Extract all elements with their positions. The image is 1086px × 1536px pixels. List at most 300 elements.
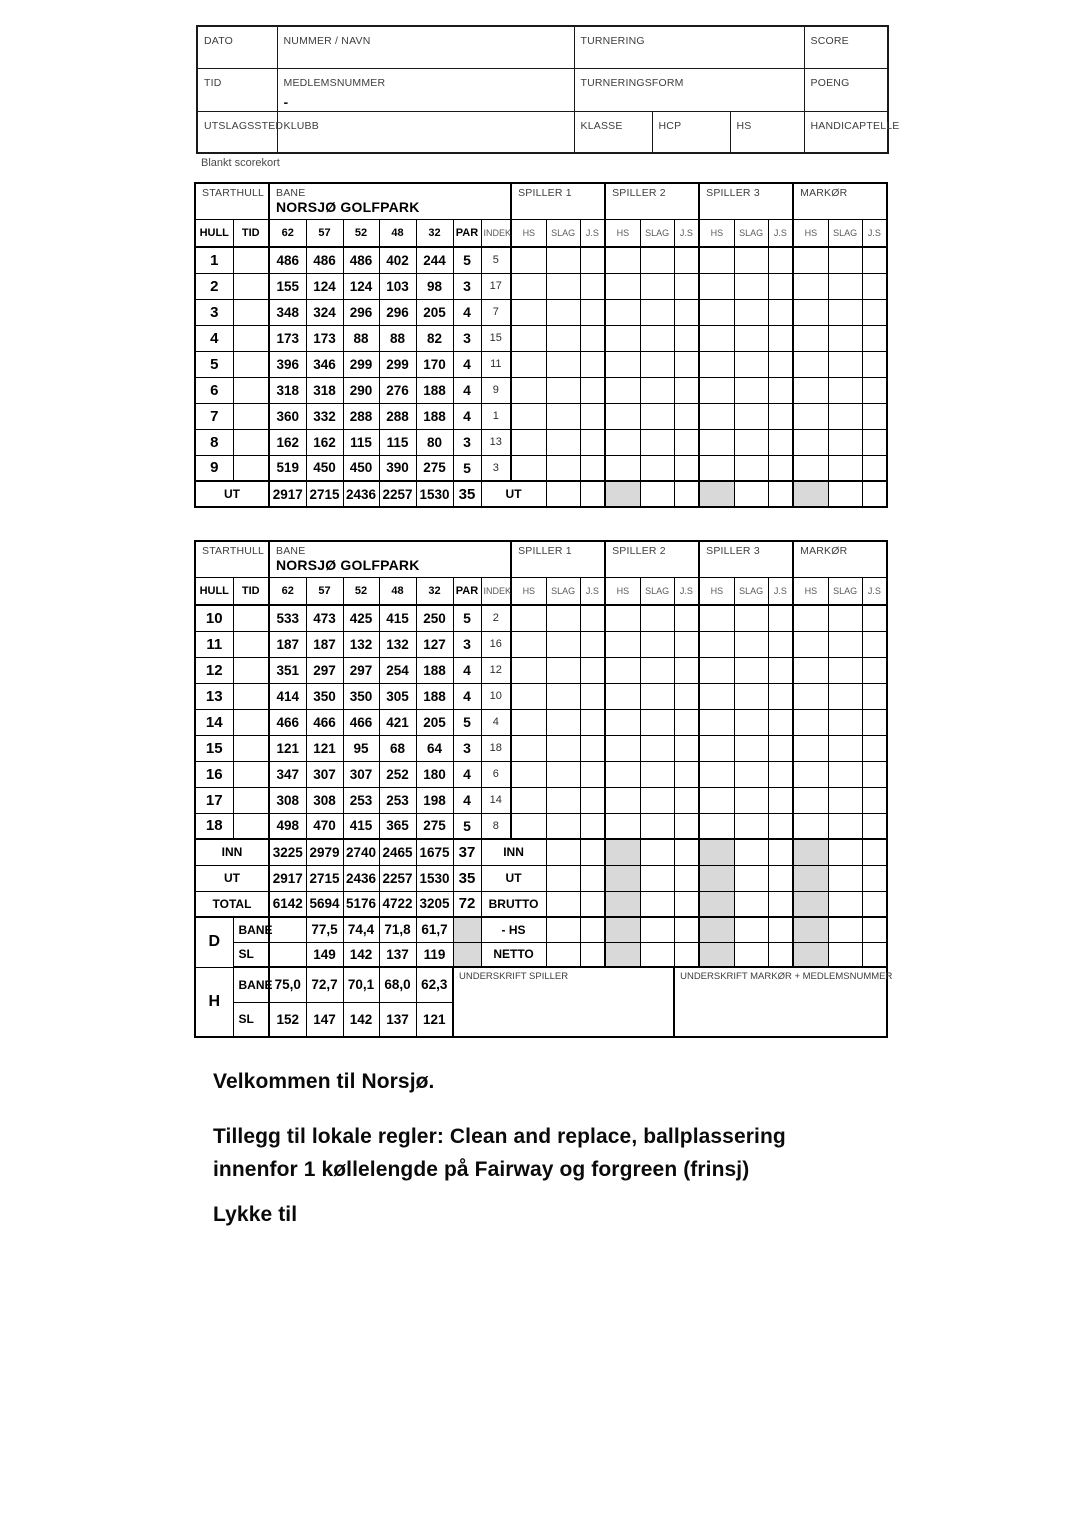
shaded-hs-cell xyxy=(699,839,734,865)
tee-length-value: 318 xyxy=(306,377,343,403)
score-entry-cell xyxy=(546,683,580,709)
shaded-hs-cell xyxy=(699,942,734,967)
tee-col-header: 62 xyxy=(269,577,306,605)
tee-length-value: 95 xyxy=(343,735,379,761)
tid-entry-cell xyxy=(233,299,269,325)
score-entry-cell xyxy=(674,429,699,455)
score-entry-cell xyxy=(793,683,828,709)
tee-length-value: 253 xyxy=(379,787,416,813)
local-rules-line2: innenfor 1 køllelengde på Fairway og forgreen (frinsj) xyxy=(213,1158,750,1181)
score-entry-cell xyxy=(580,299,605,325)
player-col-header: SLAG xyxy=(640,577,674,605)
player-section-header: SPILLER 2 xyxy=(605,183,699,219)
score-entry-cell xyxy=(768,377,793,403)
shaded-hs-cell xyxy=(793,481,828,507)
score-entry-cell xyxy=(768,325,793,351)
score-entry-cell xyxy=(640,709,674,735)
tee-length-value: 244 xyxy=(416,247,453,273)
score-entry-cell xyxy=(734,325,768,351)
summary-row-label-right: INN xyxy=(481,839,546,865)
score-entry-cell xyxy=(640,683,674,709)
par-value: 4 xyxy=(453,787,481,813)
tid-entry-cell xyxy=(233,325,269,351)
par-value: 4 xyxy=(453,299,481,325)
rating-row-label: BANE xyxy=(233,967,269,1002)
bane-header xyxy=(269,183,511,219)
score-entry-cell xyxy=(546,709,580,735)
score-entry-cell xyxy=(580,761,605,787)
tee-length-value: 350 xyxy=(343,683,379,709)
tee-length-value: 288 xyxy=(379,403,416,429)
score-entry-cell xyxy=(793,455,828,481)
tee-length-value: 98 xyxy=(416,273,453,299)
rating-value: 77,5 xyxy=(306,917,343,942)
rating-value xyxy=(269,942,306,967)
summary-length-value: 2979 xyxy=(306,839,343,865)
par-value: 3 xyxy=(453,325,481,351)
klubb-cell xyxy=(277,111,574,153)
hcp-label: HCP xyxy=(658,119,682,132)
hole-number: 7 xyxy=(195,403,233,429)
tid-entry-cell xyxy=(233,761,269,787)
tee-length-value: 351 xyxy=(269,657,306,683)
score-entry-cell xyxy=(862,761,887,787)
score-entry-cell xyxy=(793,735,828,761)
handicaptelle-label: HANDICAPTELLE xyxy=(810,119,900,132)
par-value: 4 xyxy=(453,657,481,683)
tee-length-value: 346 xyxy=(306,351,343,377)
medlemsnummer-dash: - xyxy=(283,93,289,110)
score-entry-cell xyxy=(862,273,887,299)
tee-length-value: 173 xyxy=(306,325,343,351)
player-col-header: SLAG xyxy=(546,577,580,605)
tee-length-value: 318 xyxy=(269,377,306,403)
score-entry-cell xyxy=(605,761,640,787)
summary-length-value: 2436 xyxy=(343,481,379,507)
score-entry-cell xyxy=(699,631,734,657)
local-rules-line1: Tillegg til lokale regler: Clean and replace, ballplassering xyxy=(213,1125,786,1148)
summary-par-value: 72 xyxy=(453,891,481,917)
score-label: SCORE xyxy=(810,35,849,47)
hs-label: HS xyxy=(736,119,752,132)
rating-value: 137 xyxy=(379,1002,416,1037)
score-entry-cell xyxy=(605,813,640,839)
tee-length-value: 402 xyxy=(379,247,416,273)
index-value: 11 xyxy=(481,351,511,377)
score-entry-cell xyxy=(605,657,640,683)
tee-length-value: 348 xyxy=(269,299,306,325)
signature-spiller-box: UNDERSKRIFT SPILLER xyxy=(453,967,674,1037)
score-entry-cell xyxy=(674,481,699,507)
tee-length-value: 187 xyxy=(269,631,306,657)
score-entry-cell xyxy=(546,481,580,507)
tee-length-value: 132 xyxy=(343,631,379,657)
tee-length-value: 88 xyxy=(379,325,416,351)
tee-length-value: 486 xyxy=(269,247,306,273)
tee-length-value: 180 xyxy=(416,761,453,787)
score-entry-cell xyxy=(546,247,580,273)
shaded-hs-cell xyxy=(793,942,828,967)
score-entry-cell xyxy=(580,839,605,865)
score-entry-cell xyxy=(674,403,699,429)
score-entry-cell xyxy=(640,273,674,299)
player-col-header: HS xyxy=(511,577,546,605)
score-entry-cell xyxy=(699,735,734,761)
tee-length-value: 275 xyxy=(416,813,453,839)
tee-length-value: 296 xyxy=(343,299,379,325)
score-entry-cell xyxy=(580,351,605,377)
tee-length-value: 115 xyxy=(343,429,379,455)
hole-number: 10 xyxy=(195,605,233,631)
summary-length-value: 3205 xyxy=(416,891,453,917)
summary-length-value: 1530 xyxy=(416,865,453,891)
score-entry-cell xyxy=(734,605,768,631)
tee-length-value: 82 xyxy=(416,325,453,351)
rating-value: 142 xyxy=(343,942,379,967)
tee-length-value: 275 xyxy=(416,455,453,481)
tee-length-value: 473 xyxy=(306,605,343,631)
shaded-hs-cell xyxy=(605,891,640,917)
indek-col-header: INDEK xyxy=(481,219,511,247)
score-entry-cell xyxy=(768,787,793,813)
score-entry-cell xyxy=(580,455,605,481)
player-section-header: SPILLER 1 xyxy=(511,541,605,577)
tee-length-value: 64 xyxy=(416,735,453,761)
par-value: 3 xyxy=(453,631,481,657)
tee-length-value: 121 xyxy=(306,735,343,761)
rating-value: 137 xyxy=(379,942,416,967)
hole-number: 8 xyxy=(195,429,233,455)
bane-label: BANE xyxy=(276,545,306,557)
score-entry-cell xyxy=(734,709,768,735)
rating-value: 68,0 xyxy=(379,967,416,1002)
tee-length-value: 162 xyxy=(306,429,343,455)
tee-length-value: 486 xyxy=(343,247,379,273)
tee-length-value: 498 xyxy=(269,813,306,839)
par-value: 5 xyxy=(453,709,481,735)
shaded-hs-cell xyxy=(699,865,734,891)
tee-length-value: 124 xyxy=(306,273,343,299)
tid-col-header: TID xyxy=(233,577,269,605)
player-col-header: HS xyxy=(699,577,734,605)
score-entry-cell xyxy=(580,917,605,942)
score-entry-cell xyxy=(862,377,887,403)
score-entry-cell xyxy=(862,709,887,735)
shaded-hs-cell xyxy=(793,865,828,891)
tee-length-value: 290 xyxy=(343,377,379,403)
score-entry-cell xyxy=(828,455,862,481)
nummer-navn-label: NUMMER / NAVN xyxy=(283,35,371,47)
score-entry-cell xyxy=(734,351,768,377)
player-col-header: HS xyxy=(511,219,546,247)
tee-length-value: 124 xyxy=(343,273,379,299)
index-value: 8 xyxy=(481,813,511,839)
klasse-label: KLASSE xyxy=(580,119,623,132)
score-entry-cell xyxy=(511,429,546,455)
score-entry-cell xyxy=(546,455,580,481)
tee-length-value: 350 xyxy=(306,683,343,709)
score-entry-cell xyxy=(793,631,828,657)
player-col-header: J.S xyxy=(862,577,887,605)
tid-entry-cell xyxy=(233,605,269,631)
score-entry-cell xyxy=(546,299,580,325)
score-entry-cell xyxy=(862,657,887,683)
tee-length-value: 253 xyxy=(343,787,379,813)
score-entry-cell xyxy=(640,657,674,683)
score-entry-cell xyxy=(734,839,768,865)
score-entry-cell xyxy=(605,683,640,709)
par-value: 5 xyxy=(453,455,481,481)
score-entry-cell xyxy=(862,299,887,325)
summary-row-label-right: BRUTTO xyxy=(481,891,546,917)
tee-length-value: 250 xyxy=(416,605,453,631)
score-entry-cell xyxy=(768,455,793,481)
rating-value: 142 xyxy=(343,1002,379,1037)
par-value: 4 xyxy=(453,403,481,429)
score-entry-cell xyxy=(640,325,674,351)
score-entry-cell xyxy=(674,247,699,273)
score-entry-cell xyxy=(546,429,580,455)
score-entry-cell xyxy=(546,865,580,891)
tee-length-value: 170 xyxy=(416,351,453,377)
utslagssted-cell xyxy=(197,111,284,153)
score-entry-cell xyxy=(862,631,887,657)
par-value: 5 xyxy=(453,247,481,273)
hole-number: 3 xyxy=(195,299,233,325)
tee-length-value: 466 xyxy=(269,709,306,735)
tee-length-value: 121 xyxy=(269,735,306,761)
index-value: 9 xyxy=(481,377,511,403)
tee-length-value: 297 xyxy=(306,657,343,683)
score-entry-cell xyxy=(511,735,546,761)
tid-label: TID xyxy=(204,76,222,89)
score-entry-cell xyxy=(580,429,605,455)
tee-length-value: 307 xyxy=(306,761,343,787)
score-entry-cell xyxy=(640,942,674,967)
tee-length-value: 466 xyxy=(306,709,343,735)
hull-col-header: HULL xyxy=(195,219,233,247)
score-entry-cell xyxy=(768,761,793,787)
player-col-header: SLAG xyxy=(828,219,862,247)
tee-length-value: 450 xyxy=(343,455,379,481)
score-entry-cell xyxy=(546,325,580,351)
score-entry-cell xyxy=(511,377,546,403)
tid-entry-cell xyxy=(233,247,269,273)
turnering-label: TURNERING xyxy=(580,35,645,47)
player-section-header: MARKØR xyxy=(793,541,887,577)
shaded-hs-cell xyxy=(605,481,640,507)
score-entry-cell xyxy=(640,299,674,325)
score-entry-cell xyxy=(699,761,734,787)
score-entry-cell xyxy=(768,657,793,683)
score-entry-cell xyxy=(674,683,699,709)
score-entry-cell xyxy=(640,813,674,839)
tee-length-value: 188 xyxy=(416,377,453,403)
h-section-label: H xyxy=(195,967,233,1037)
player-col-header: SLAG xyxy=(828,577,862,605)
tee-length-value: 519 xyxy=(269,455,306,481)
summary-row-label-right: - HS xyxy=(481,917,546,942)
rating-value: 71,8 xyxy=(379,917,416,942)
summary-length-value: 2257 xyxy=(379,865,416,891)
par-value: 4 xyxy=(453,351,481,377)
klasse-cell xyxy=(574,111,652,153)
score-entry-cell xyxy=(768,813,793,839)
tee-length-value: 103 xyxy=(379,273,416,299)
score-entry-cell xyxy=(828,299,862,325)
score-entry-cell xyxy=(511,351,546,377)
score-entry-cell xyxy=(674,631,699,657)
score-entry-cell xyxy=(511,787,546,813)
hole-number: 6 xyxy=(195,377,233,403)
hole-number: 16 xyxy=(195,761,233,787)
turnering-cell xyxy=(574,26,804,68)
summary-length-value: 3225 xyxy=(269,839,306,865)
summary-length-value: 2715 xyxy=(306,865,343,891)
score-entry-cell xyxy=(580,709,605,735)
score-entry-cell xyxy=(546,942,580,967)
score-entry-cell xyxy=(828,377,862,403)
score-entry-cell xyxy=(605,709,640,735)
player-col-header: J.S xyxy=(862,219,887,247)
tee-col-header: 32 xyxy=(416,219,453,247)
index-value: 3 xyxy=(481,455,511,481)
score-entry-cell xyxy=(862,735,887,761)
score-entry-cell xyxy=(605,325,640,351)
score-entry-cell xyxy=(580,631,605,657)
dato-label: DATO xyxy=(204,35,233,47)
hole-number: 17 xyxy=(195,787,233,813)
tee-col-header: 48 xyxy=(379,577,416,605)
shaded-hs-cell xyxy=(699,891,734,917)
par-value: 3 xyxy=(453,429,481,455)
score-entry-cell xyxy=(605,735,640,761)
score-entry-cell xyxy=(640,605,674,631)
welcome-text: Velkommen til Norsjø. xyxy=(213,1070,435,1093)
turneringsform-label: TURNERINGSFORM xyxy=(580,76,684,89)
score-entry-cell xyxy=(768,247,793,273)
score-entry-cell xyxy=(793,247,828,273)
tee-length-value: 347 xyxy=(269,761,306,787)
hole-number: 12 xyxy=(195,657,233,683)
score-entry-cell xyxy=(793,273,828,299)
score-entry-cell xyxy=(674,709,699,735)
hole-number: 4 xyxy=(195,325,233,351)
summary-length-value: 5694 xyxy=(306,891,343,917)
tee-length-value: 68 xyxy=(379,735,416,761)
tee-length-value: 127 xyxy=(416,631,453,657)
index-value: 2 xyxy=(481,605,511,631)
blank-scorecard-note: Blankt scorekort xyxy=(201,157,280,169)
tee-length-value: 332 xyxy=(306,403,343,429)
index-value: 10 xyxy=(481,683,511,709)
score-entry-cell xyxy=(546,839,580,865)
local-rules-text xyxy=(213,1120,786,1186)
rating-value: 149 xyxy=(306,942,343,967)
par-value: 5 xyxy=(453,813,481,839)
tee-length-value: 421 xyxy=(379,709,416,735)
tee-length-value: 155 xyxy=(269,273,306,299)
summary-length-value: 2257 xyxy=(379,481,416,507)
bane-label: BANE xyxy=(276,187,306,199)
medlemsnummer-label: MEDLEMSNUMMER xyxy=(283,76,386,89)
score-entry-cell xyxy=(699,403,734,429)
score-entry-cell xyxy=(699,709,734,735)
score-entry-cell xyxy=(768,839,793,865)
rating-row-label: SL xyxy=(233,1002,269,1037)
score-entry-cell xyxy=(828,325,862,351)
front-nine-table xyxy=(194,182,888,508)
score-entry-cell xyxy=(699,247,734,273)
tid-cell xyxy=(197,68,277,111)
score-entry-cell xyxy=(699,299,734,325)
hole-number: 5 xyxy=(195,351,233,377)
score-entry-cell xyxy=(768,709,793,735)
score-entry-cell xyxy=(862,325,887,351)
score-entry-cell xyxy=(734,455,768,481)
summary-row-label-right: UT xyxy=(481,481,546,507)
player-col-header: HS xyxy=(793,577,828,605)
rating-value: 62,3 xyxy=(416,967,453,1002)
indek-col-header: INDEK xyxy=(481,577,511,605)
index-value: 4 xyxy=(481,709,511,735)
player-col-header: J.S xyxy=(580,219,605,247)
tee-col-header: 52 xyxy=(343,577,379,605)
score-entry-cell xyxy=(640,735,674,761)
score-entry-cell xyxy=(828,605,862,631)
tee-length-value: 173 xyxy=(269,325,306,351)
summary-length-value: 2465 xyxy=(379,839,416,865)
score-entry-cell xyxy=(605,787,640,813)
tee-length-value: 80 xyxy=(416,429,453,455)
tid-col-header: TID xyxy=(233,219,269,247)
score-entry-cell xyxy=(862,942,887,967)
score-entry-cell xyxy=(699,429,734,455)
index-value: 6 xyxy=(481,761,511,787)
score-entry-cell xyxy=(640,351,674,377)
score-entry-cell xyxy=(674,865,699,891)
score-entry-cell xyxy=(640,631,674,657)
score-entry-cell xyxy=(862,429,887,455)
shaded-hs-cell xyxy=(605,942,640,967)
score-entry-cell xyxy=(828,917,862,942)
hole-number: 18 xyxy=(195,813,233,839)
handicaptelle-cell xyxy=(804,111,900,153)
score-entry-cell xyxy=(605,377,640,403)
index-value: 12 xyxy=(481,657,511,683)
score-entry-cell xyxy=(828,813,862,839)
shaded-hs-cell xyxy=(793,839,828,865)
score-entry-cell xyxy=(511,709,546,735)
score-entry-cell xyxy=(580,865,605,891)
score-entry-cell xyxy=(734,273,768,299)
score-entry-cell xyxy=(640,403,674,429)
hole-number: 14 xyxy=(195,709,233,735)
par-value: 4 xyxy=(453,377,481,403)
hole-number: 9 xyxy=(195,455,233,481)
par-col-header: PAR xyxy=(453,219,481,247)
player-col-header: J.S xyxy=(768,219,793,247)
player-section-header: SPILLER 3 xyxy=(699,183,793,219)
tee-length-value: 425 xyxy=(343,605,379,631)
tee-length-value: 299 xyxy=(379,351,416,377)
tid-entry-cell xyxy=(233,657,269,683)
score-entry-cell xyxy=(793,299,828,325)
score-entry-cell xyxy=(699,273,734,299)
score-entry-cell xyxy=(605,351,640,377)
summary-row-label-right: UT xyxy=(481,865,546,891)
tee-length-value: 307 xyxy=(343,761,379,787)
